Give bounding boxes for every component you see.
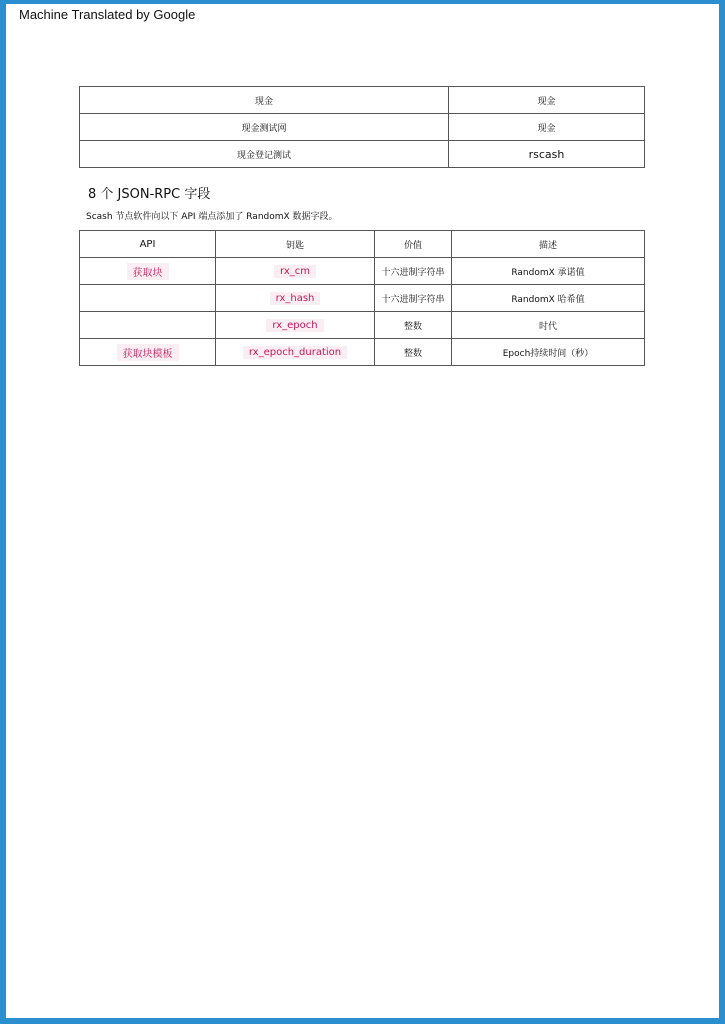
header-key: 钥匙	[216, 231, 375, 258]
table-cell	[80, 285, 216, 312]
table-cell: RandomX 哈希值	[452, 285, 645, 312]
table-cell	[216, 285, 375, 312]
field-key: rx_cm	[274, 265, 316, 278]
table-cell	[80, 258, 216, 285]
table-cell: Epoch持续时间（秒）	[452, 339, 645, 366]
table-cell: 时代	[452, 312, 645, 339]
machine-translated-banner: Machine Translated by Google	[19, 7, 196, 22]
header-api: API	[80, 231, 216, 258]
table-cell	[216, 312, 375, 339]
table-cell: 十六进制字符串	[375, 258, 452, 285]
table-cell: 十六进制字符串	[375, 285, 452, 312]
table-cell: 整数	[375, 339, 452, 366]
table-cell: 现金	[449, 114, 645, 141]
table-row	[80, 114, 645, 141]
table-cell	[216, 339, 375, 366]
network-table	[79, 86, 645, 168]
field-key: rx_epoch	[266, 319, 323, 332]
section-description: Scash 节点软件向以下 API 端点添加了 RandomX 数据字段。	[86, 212, 338, 222]
table-row	[80, 285, 645, 312]
table-row	[80, 312, 645, 339]
field-key: rx_hash	[270, 292, 321, 305]
table-cell	[80, 312, 216, 339]
table-cell: rscash	[449, 141, 645, 168]
header-description: 描述	[452, 231, 645, 258]
json-rpc-fields-table	[79, 230, 645, 366]
table-cell: 整数	[375, 312, 452, 339]
table-cell	[80, 339, 216, 366]
table-cell: 现金测试网	[80, 114, 449, 141]
table-cell: 现金登记测试	[80, 141, 449, 168]
section-title: 8 个 JSON-RPC 字段	[88, 187, 211, 202]
table-row	[80, 339, 645, 366]
table-row	[80, 141, 645, 168]
table-cell: 现金	[449, 87, 645, 114]
api-name: 获取块模板	[117, 344, 179, 361]
field-key: rx_epoch_duration	[243, 346, 347, 359]
table-header-row	[80, 231, 645, 258]
table-cell	[216, 258, 375, 285]
table-cell: 现金	[80, 87, 449, 114]
table-row	[80, 258, 645, 285]
api-name: 获取块	[127, 263, 169, 280]
header-value: 价值	[375, 231, 452, 258]
table-cell: RandomX 承诺值	[452, 258, 645, 285]
table-row	[80, 87, 645, 114]
